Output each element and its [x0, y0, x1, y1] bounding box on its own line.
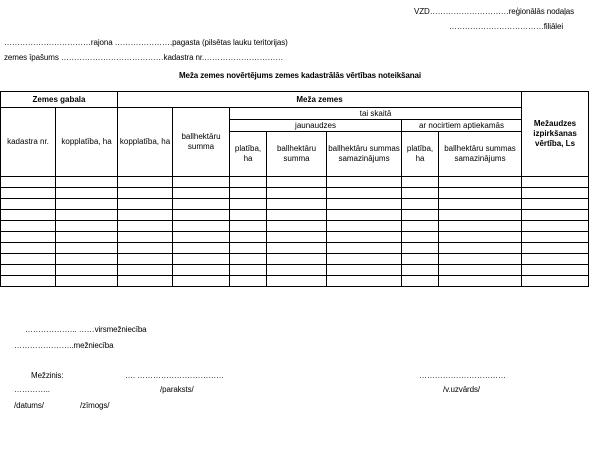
- table-cell[interactable]: [402, 243, 439, 254]
- table-cell[interactable]: [230, 243, 267, 254]
- table-cell[interactable]: [173, 188, 230, 199]
- table-cell[interactable]: [522, 188, 589, 199]
- table-cell[interactable]: [56, 232, 118, 243]
- platiba-header-1: platība, ha: [230, 132, 267, 177]
- table-row: [1, 188, 589, 199]
- table-cell[interactable]: [230, 265, 267, 276]
- table-cell[interactable]: [118, 210, 173, 221]
- jaunaudzes-header: jaunaudzes: [230, 120, 402, 132]
- page-title: Meža zemes novērtējums zemes kadastrālās vērtības noteikšanai: [178, 71, 422, 80]
- table-cell[interactable]: [267, 177, 327, 188]
- table-cell[interactable]: [522, 221, 589, 232]
- table-row: [1, 177, 589, 188]
- table-cell[interactable]: [327, 221, 402, 232]
- table-cell[interactable]: [522, 199, 589, 210]
- table-cell[interactable]: [230, 221, 267, 232]
- table-cell[interactable]: [1, 254, 56, 265]
- table-cell[interactable]: [522, 243, 589, 254]
- table-cell[interactable]: [327, 188, 402, 199]
- zemes-ipasums-line: zemes īpašums …………………………………kadastra nr.…………………………: [4, 53, 284, 62]
- table-cell[interactable]: [439, 232, 522, 243]
- table-cell[interactable]: [118, 177, 173, 188]
- table-cell[interactable]: [118, 188, 173, 199]
- table-cell[interactable]: [439, 265, 522, 276]
- table-cell[interactable]: [267, 210, 327, 221]
- table-cell[interactable]: [173, 221, 230, 232]
- table-cell[interactable]: [402, 265, 439, 276]
- table-cell[interactable]: [402, 188, 439, 199]
- mezniecibas-line: …………………..mežniecība: [14, 341, 114, 350]
- table-cell[interactable]: [173, 254, 230, 265]
- table-cell[interactable]: [402, 177, 439, 188]
- table-cell[interactable]: [267, 243, 327, 254]
- table-cell[interactable]: [56, 276, 118, 287]
- table-cell[interactable]: [267, 254, 327, 265]
- table-cell[interactable]: [118, 221, 173, 232]
- ballhektaru-summa-header-2: ballhektāru summa: [267, 132, 327, 177]
- table-cell[interactable]: [118, 243, 173, 254]
- table-cell[interactable]: [1, 265, 56, 276]
- table-cell[interactable]: [56, 188, 118, 199]
- table-cell[interactable]: [230, 177, 267, 188]
- table-row: [1, 232, 589, 243]
- table-row: [1, 276, 589, 287]
- kadastra-nr-header: kadastra nr.: [1, 108, 56, 177]
- table-cell[interactable]: [327, 265, 402, 276]
- ballhektaru-summa-header-1: ballhektāru summa: [173, 108, 230, 177]
- table-cell[interactable]: [1, 177, 56, 188]
- ar-nocirsi-header: ar nocirtiem aptiekamās: [402, 120, 522, 132]
- filiale-line: ………………………………filiālei: [449, 22, 564, 31]
- tai-skaita-header: tai skaitā: [230, 108, 522, 120]
- table-cell[interactable]: [56, 254, 118, 265]
- table-cell[interactable]: [267, 276, 327, 287]
- virsmezniecibas-line: ……………….. ……virsmežniecība: [25, 325, 147, 334]
- datums-label: /datums/: [14, 401, 44, 410]
- table-cell[interactable]: [230, 188, 267, 199]
- valuation-table: [0, 91, 589, 287]
- table-cell[interactable]: [327, 243, 402, 254]
- zemes-gabala-header: Zemes gabala: [1, 92, 118, 108]
- table-cell[interactable]: [439, 177, 522, 188]
- table-cell[interactable]: [1, 188, 56, 199]
- table-cell[interactable]: [173, 276, 230, 287]
- table-cell[interactable]: [56, 177, 118, 188]
- table-cell[interactable]: [173, 177, 230, 188]
- table-cell[interactable]: [1, 210, 56, 221]
- meza-zemes-header: Meža zemes: [118, 92, 522, 108]
- mezaudzes-izpirksanas-header: Mežaudzes izpirkšanas vērtība, Ls: [522, 92, 589, 177]
- table-cell[interactable]: [230, 254, 267, 265]
- table-cell[interactable]: [173, 243, 230, 254]
- table-cell[interactable]: [402, 232, 439, 243]
- table-cell[interactable]: [56, 243, 118, 254]
- table-cell[interactable]: [402, 199, 439, 210]
- table-cell[interactable]: [1, 232, 56, 243]
- table-cell[interactable]: [327, 177, 402, 188]
- table-cell[interactable]: [118, 265, 173, 276]
- table-cell[interactable]: [439, 188, 522, 199]
- table-cell[interactable]: [402, 276, 439, 287]
- table-cell[interactable]: [327, 276, 402, 287]
- table-cell[interactable]: [118, 199, 173, 210]
- table-row: [1, 210, 589, 221]
- table-cell[interactable]: [522, 232, 589, 243]
- table-cell[interactable]: [230, 276, 267, 287]
- ballhektaru-samazinajums-header-2: ballhektāru summas samazinājums: [439, 132, 522, 177]
- table-cell[interactable]: [439, 221, 522, 232]
- table-cell[interactable]: [1, 243, 56, 254]
- table-cell[interactable]: [439, 254, 522, 265]
- ballhektaru-samazinajums-header-1: ballhektāru summas samazinājums: [327, 132, 402, 177]
- table-row: [1, 221, 589, 232]
- table-cell[interactable]: [1, 199, 56, 210]
- table-cell[interactable]: [522, 276, 589, 287]
- table-cell[interactable]: [267, 232, 327, 243]
- date-dots: …………..: [14, 385, 50, 394]
- paraksts-label: /paraksts/: [160, 385, 194, 394]
- table-cell[interactable]: [173, 199, 230, 210]
- table-cell[interactable]: [522, 177, 589, 188]
- table-cell[interactable]: [118, 232, 173, 243]
- table-cell[interactable]: [327, 199, 402, 210]
- table-cell[interactable]: [230, 199, 267, 210]
- table-row: [1, 243, 589, 254]
- table-cell[interactable]: [439, 199, 522, 210]
- table-row: [1, 254, 589, 265]
- table-cell[interactable]: [56, 265, 118, 276]
- table-cell[interactable]: [439, 243, 522, 254]
- table-cell[interactable]: [56, 199, 118, 210]
- table-cell[interactable]: [327, 210, 402, 221]
- vzd-line: VZD…………………………reģionālās nodaļas: [414, 7, 575, 16]
- table-cell[interactable]: [1, 276, 56, 287]
- mezzinis-label: Mežzinis:: [31, 371, 64, 380]
- table-row: [1, 265, 589, 276]
- table-cell[interactable]: [173, 210, 230, 221]
- table-cell[interactable]: [402, 221, 439, 232]
- table-cell[interactable]: [267, 221, 327, 232]
- table-cell[interactable]: [327, 232, 402, 243]
- table-cell[interactable]: [522, 265, 589, 276]
- name-dots: ……………………………: [419, 371, 506, 380]
- table-cell[interactable]: [173, 265, 230, 276]
- kopplatiba-header-1: kopplatība, ha: [56, 108, 118, 177]
- vuzvards-label: /v.uzvārds/: [443, 385, 480, 394]
- table-cell[interactable]: [267, 199, 327, 210]
- table-cell[interactable]: [267, 265, 327, 276]
- table-cell[interactable]: [1, 221, 56, 232]
- table-cell[interactable]: [118, 254, 173, 265]
- table-cell[interactable]: [56, 221, 118, 232]
- table-cell[interactable]: [267, 188, 327, 199]
- table-cell[interactable]: [439, 276, 522, 287]
- table-cell[interactable]: [439, 210, 522, 221]
- table-cell[interactable]: [327, 254, 402, 265]
- table-cell[interactable]: [402, 254, 439, 265]
- platiba-header-2: platība, ha: [402, 132, 439, 177]
- table-cell[interactable]: [402, 210, 439, 221]
- table-cell[interactable]: [118, 276, 173, 287]
- table-cell[interactable]: [173, 232, 230, 243]
- table-cell[interactable]: [230, 232, 267, 243]
- zimogs-label: /zīmogs/: [80, 401, 110, 410]
- table-cell[interactable]: [230, 210, 267, 221]
- table-cell[interactable]: [56, 210, 118, 221]
- rajons-line: ……………………………rajona ………………….pagasta (pilsētas lauku teritorijas): [4, 38, 288, 47]
- signature-dots: …. ……………………………: [125, 371, 225, 380]
- table-cell[interactable]: [522, 254, 589, 265]
- kopplatiba-header-2: kopplatība, ha: [118, 108, 173, 177]
- table-row: [1, 199, 589, 210]
- table-cell[interactable]: [522, 210, 589, 221]
